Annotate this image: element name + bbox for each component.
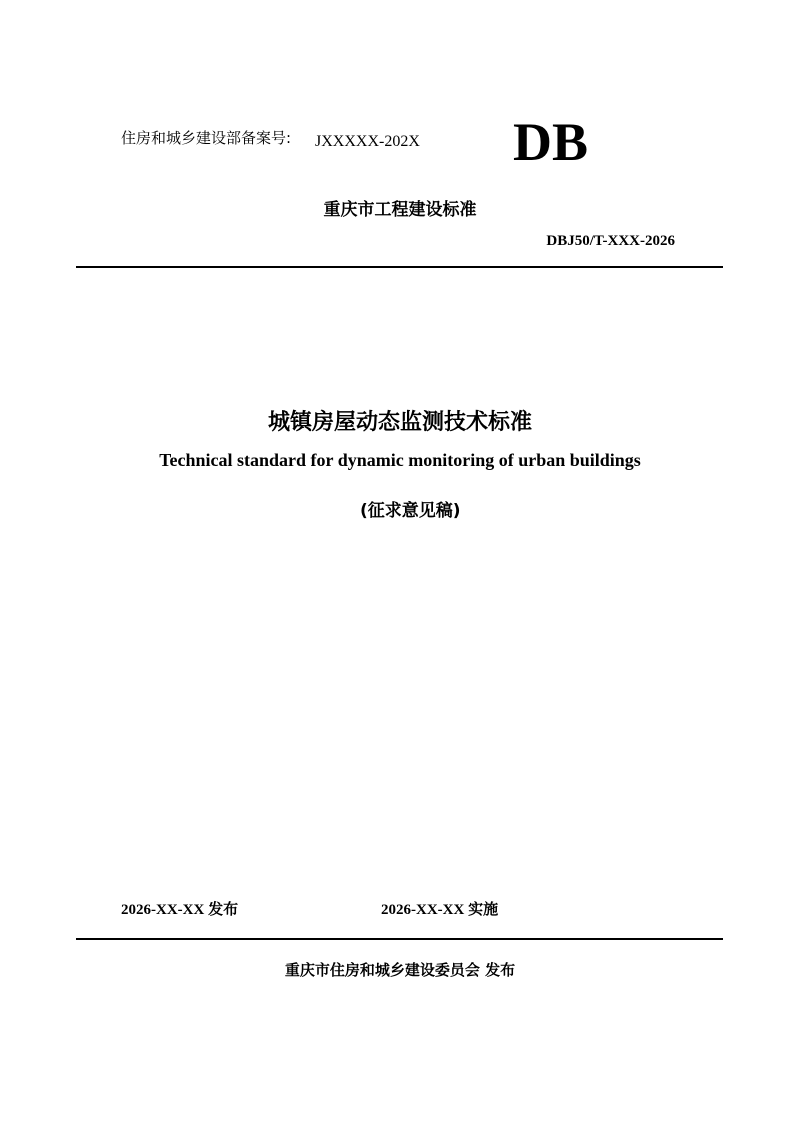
record-number-label: 住房和城乡建设部备案号: xyxy=(121,129,292,147)
publish-label: 发布 xyxy=(208,900,239,918)
effective-label: 实施 xyxy=(468,900,499,918)
draft-note: (征求意见稿) xyxy=(360,501,461,521)
top-divider xyxy=(76,266,723,268)
effective-date: 2026-XX-XX xyxy=(381,902,465,918)
publish-date-line xyxy=(121,898,238,919)
publisher: 重庆市住房和城乡建设委员会 发布 xyxy=(284,961,516,979)
title-english: Technical standard for dynamic monitoring of urban buildings xyxy=(159,450,641,470)
standard-code: DBJ50/T-XXX-2026 xyxy=(546,233,675,249)
title-chinese: 城镇房屋动态监测技术标准 xyxy=(267,410,532,435)
record-number: JXXXXX-202X xyxy=(315,133,420,150)
standard-category: 重庆市工程建设标准 xyxy=(323,200,477,220)
db-mark: DB xyxy=(513,112,589,172)
effective-date-line xyxy=(381,898,498,919)
bottom-divider xyxy=(76,938,723,940)
publish-date: 2026-XX-XX xyxy=(121,902,205,918)
